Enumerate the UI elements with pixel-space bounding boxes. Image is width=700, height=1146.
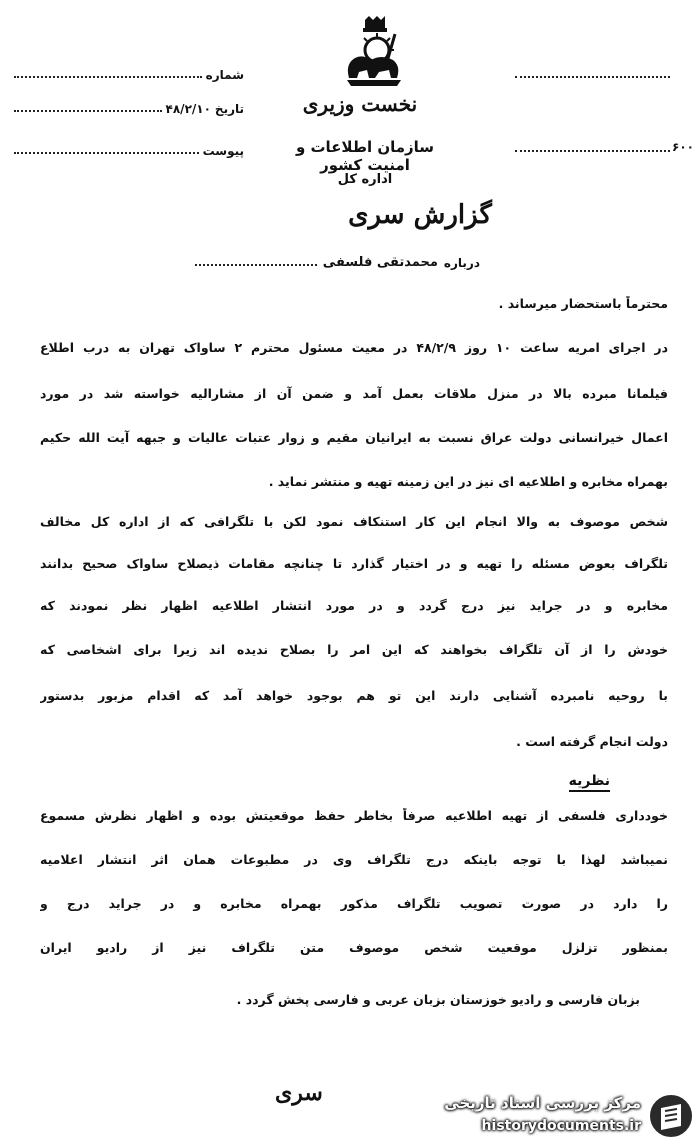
date-value: ۴۸/۲/۱۰ [165, 102, 211, 116]
note-heading: نظریه [569, 773, 610, 792]
paragraph2-line: شخص موصوف به والا انجام این کار استنکاف نمود لکن با تلگرافی که از اداره کل مخالف [40, 514, 668, 529]
paragraph2-line: مخابره و در جراید نیز درج گردد و در مورد انتشار اطلاعیه اظهار نظر نمودند که [40, 598, 668, 613]
number-label: شماره [205, 68, 244, 82]
paragraph1-line: در اجرای امریه ساعت ۱۰ روز ۴۸/۲/۹ در معیت مسئول محترم ۲ ساواک تهران به درب اطلاع [40, 340, 668, 355]
archive-logo-icon [647, 1092, 695, 1140]
number-field [14, 62, 244, 82]
attachment-dots [14, 152, 199, 154]
paragraph2-line: خودش را از آن تلگراف بخواهند که این امر را بصلاح ندیده اند زیرا برای اشخاصی که [40, 642, 668, 657]
subject-label: درباره [443, 256, 480, 270]
note-line: نمیباشد لهذا با توجه باینکه درج تلگراف وی در مطبوعات همان اثر انتشار اعلامیه [40, 852, 668, 867]
note-line: را دارد در صورت تصویب تلگراف مذکور بهمراه مخابره و در جراید درج و [40, 896, 668, 911]
side-mark: ۶۰۰ [672, 140, 694, 154]
paragraph2-line: با روحیه نامبرده آشنایی دارند این تو هم بوجود خواهد آمد که اقدام مزبور بدستور [40, 688, 668, 703]
note-line: خودداری فلسفی از تهیه اطلاعیه صرفاً بخاطر حفظ موقعیتش بوده و اظهار نظرش مسموع [40, 808, 668, 823]
organization-name: سازمان اطلاعات و امنیت کشور [295, 138, 435, 174]
department-name: اداره کل [337, 172, 393, 187]
number-dots [14, 76, 202, 78]
date-label: تاریخ [214, 102, 244, 116]
note-line: بزبان فارسی و رادیو خوزستان بزبان عربی و فارسی پخش گردد . [236, 992, 640, 1007]
watermark [425, 1088, 695, 1144]
note-line: بمنظور تزلزل موقعیت شخص موصوف متن تلگراف نیز از رادیو ایران [40, 940, 668, 955]
date-dots [14, 110, 162, 112]
attachment-field [14, 138, 244, 158]
watermark-url: historydocuments.ir [481, 1118, 641, 1134]
signature: سری [275, 1080, 323, 1106]
paragraph1-line: بهمراه مخابره و اطلاعیه ای نیز در این زمینه تهیه و منتشر نماید . [268, 474, 668, 489]
right-dots-1 [515, 76, 670, 78]
right-dots-2 [515, 150, 670, 152]
lion-and-sun-emblem-icon [335, 14, 415, 90]
subject-dots [195, 264, 317, 266]
attachment-label: پیوست [202, 144, 244, 158]
subject-row [195, 250, 480, 270]
paragraph1-line: اعمال خیرانسانی دولت عراق نسبت به ایرانیان مقیم و زوار عتبات عالیات و جبهه آیت الله حکیم [40, 430, 668, 445]
subject-name: محمدتقی فلسفی [322, 255, 438, 270]
paragraph2-line: دولت انجام گرفته است . [516, 734, 668, 749]
paragraph2-line: تلگراف بعوض مسئله را تهیه و در اختیار گذارد تا چنانچه مقامات ذیصلاح ساواک صحیح بدانند [40, 556, 668, 571]
date-field [14, 96, 244, 116]
paragraph1-line: فیلمانا مبرده بالا در منزل ملاقات بعمل آمد و ضمن آن از مشارالیه خواسته شد در مورد [40, 386, 668, 401]
ministry-name: نخست وزیری [302, 92, 418, 116]
salutation: محترماً باستحضار میرساند . [498, 296, 668, 311]
watermark-title: مرکز بررسی اسناد تاریخی [444, 1094, 641, 1112]
report-title: گزارش سری [348, 200, 492, 230]
